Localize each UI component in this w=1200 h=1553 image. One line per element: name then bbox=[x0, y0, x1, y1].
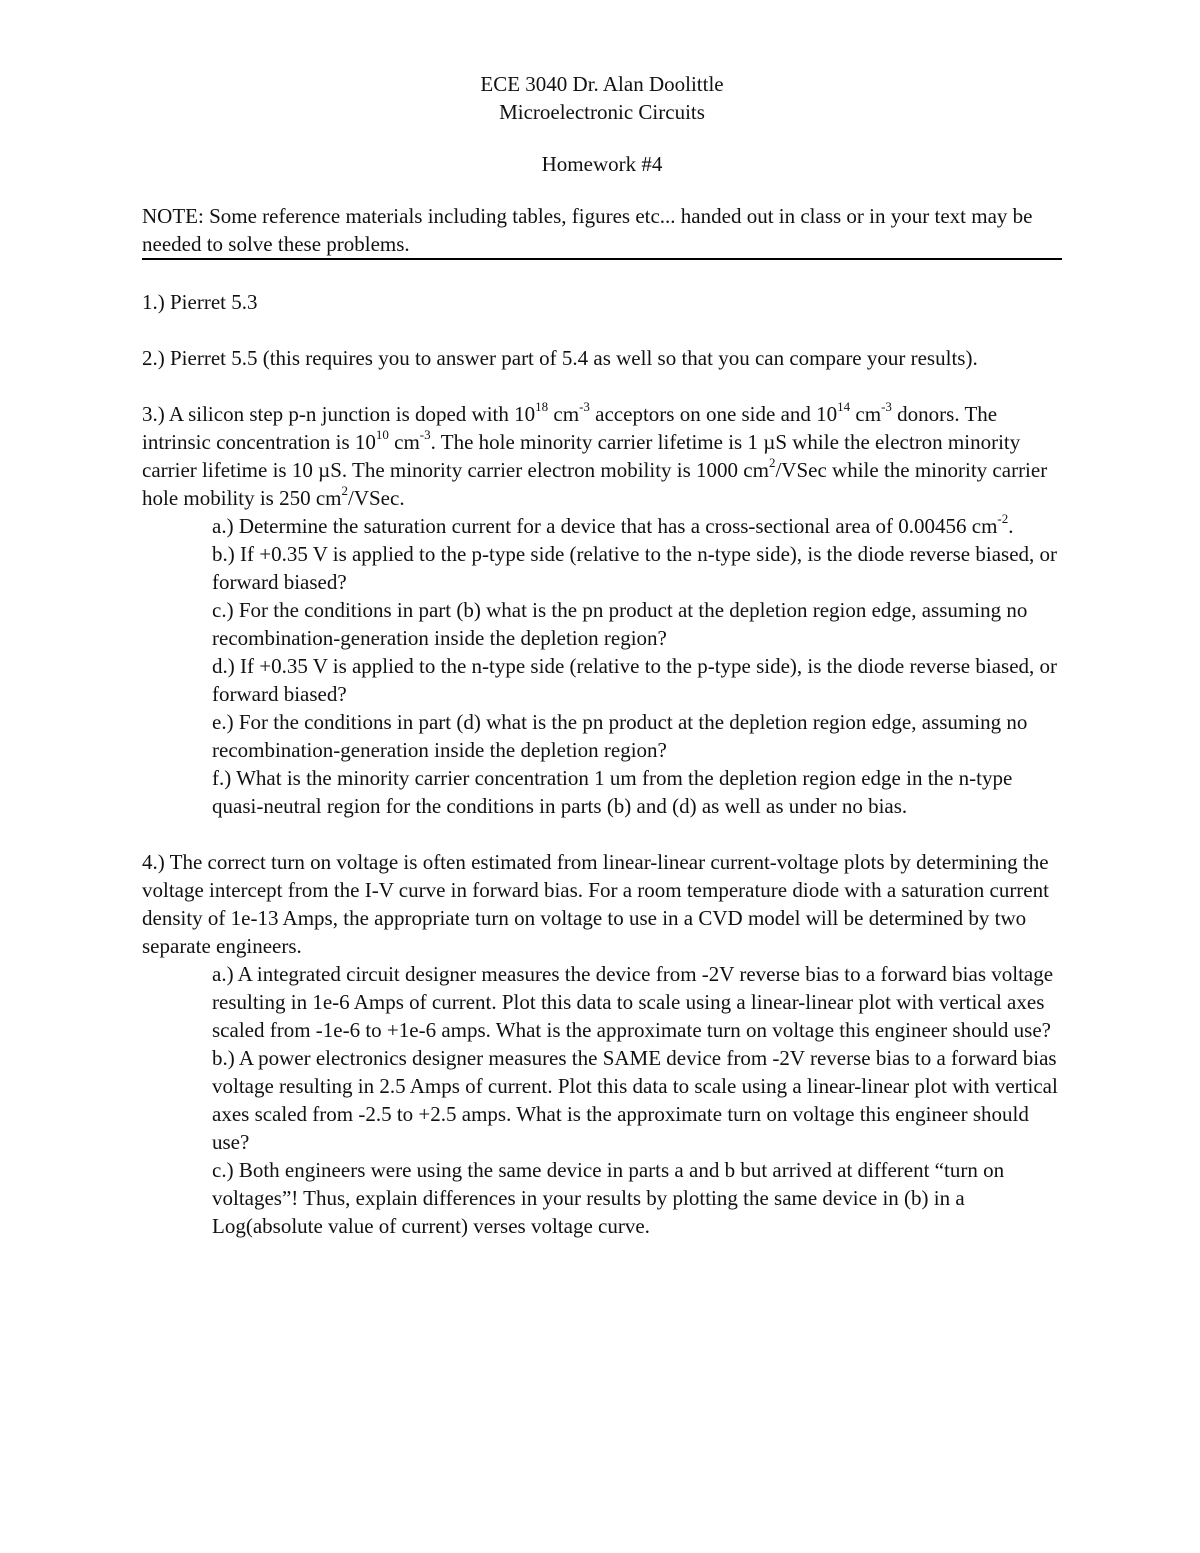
problem-3f: f.) What is the minority carrier concentration 1 um from the depletion region edge in the n-type quasi-neutral region for the conditions in parts (b) and (d) as well as under no bias. bbox=[212, 766, 1013, 818]
problem-4 bbox=[142, 848, 1062, 1240]
p3-text: cm bbox=[388, 430, 420, 454]
p3-text: /VSec while the minority carrier hole mobility is 250 cm bbox=[142, 458, 1048, 510]
problem-3-statement bbox=[142, 400, 1062, 512]
p3-text: acceptors on one side and 10 bbox=[589, 402, 838, 426]
problem-4c: c.) Both engineers were using the same device in parts a and b but arrived at different “turn on voltages”! Thus, explain differences in your results by plotting the same device in (b) in a Log(absolute value of current) verses voltage curve. bbox=[212, 1158, 1005, 1238]
p3-exponent: -3 bbox=[579, 399, 590, 414]
document-header bbox=[142, 70, 1062, 178]
p3-exponent: 14 bbox=[837, 399, 851, 414]
problem-3c: c.) For the conditions in part (b) what is the pn product at the depletion region edge, assuming no recombination-generation inside the depletion region? bbox=[212, 598, 1028, 650]
p3-text: cm bbox=[548, 402, 580, 426]
problem-4b: b.) A power electronics designer measures the SAME device from -2V reverse bias to a forward bias voltage resulting in 2.5 Amps of current. Plot this data to scale using a linear-linear plot with vertical axes scaled from -2.5 to +2.5 amps. What is the approximate turn on voltage this engineer should use? bbox=[212, 1046, 1058, 1154]
homework-title: Homework #4 bbox=[541, 152, 663, 176]
problem-3a bbox=[212, 512, 1062, 540]
p3-text: /VSec. bbox=[348, 486, 405, 510]
p3a-text: a.) Determine the saturation current for a device that has a cross-sectional area of 0.00456 cm bbox=[212, 514, 998, 538]
p3-text: cm bbox=[850, 402, 882, 426]
p3-text: . The hole minority carrier lifetime is 1 µS while the electron minority carrier lifetime is 10 µS. The minority carrier electron mobility is 1000 cm bbox=[142, 430, 1021, 482]
p3-exponent: -3 bbox=[419, 427, 431, 442]
p3-exponent: 2 bbox=[768, 455, 776, 470]
p3a-text: . bbox=[1008, 514, 1014, 538]
problem-3b: b.) If +0.35 V is applied to the p-type side (relative to the n-type side), is the diode reverse biased, or forward biased? bbox=[212, 542, 1058, 594]
problem-3 bbox=[142, 400, 1062, 820]
p3-exponent: -3 bbox=[881, 399, 892, 414]
problem-1: 1.) Pierret 5.3 bbox=[142, 290, 258, 314]
problem-2: 2.) Pierret 5.5 (this requires you to answer part of 5.4 as well so that you can compare your results). bbox=[142, 346, 978, 370]
p3-text: 3.) A silicon step p-n junction is doped with 10 bbox=[142, 402, 536, 426]
problem-3e: e.) For the conditions in part (d) what is the pn product at the depletion region edge, assuming no recombination-generation inside the depletion region? bbox=[212, 710, 1028, 762]
problem-3d: d.) If +0.35 V is applied to the n-type side (relative to the p-type side), is the diode reverse biased, or forward biased? bbox=[212, 654, 1058, 706]
p3-text: donors. The intrinsic concentration is 10 bbox=[142, 402, 998, 454]
document-page bbox=[142, 70, 1062, 1240]
course-title: Microelectronic Circuits bbox=[499, 100, 705, 124]
course-line: ECE 3040 Dr. Alan Doolittle bbox=[480, 72, 724, 96]
problem-4a: a.) A integrated circuit designer measures the device from -2V reverse bias to a forward bias voltage resulting in 1e-6 Amps of current. Plot this data to scale using a linear-linear plot with vertical axes scaled from -1e-6 to +1e-6 amps. What is the approximate turn on voltage this engineer should use? bbox=[212, 962, 1054, 1042]
p3-exponent: 10 bbox=[375, 427, 389, 442]
problem-4-statement: 4.) The correct turn on voltage is often estimated from linear-linear current-voltage plots by determining the voltage intercept from the I-V curve in forward bias. For a room temperature diode with a saturation current density of 1e-13 Amps, the appropriate turn on voltage to use in a CVD model will be determined by two separate engineers. bbox=[142, 850, 1049, 958]
p3a-exponent: -2 bbox=[997, 511, 1009, 526]
p3-exponent: 2 bbox=[341, 483, 348, 498]
p3-exponent: 18 bbox=[535, 399, 549, 414]
note-paragraph: NOTE: Some reference materials including tables, figures etc... handed out in class or in your text may be needed to solve these problems. bbox=[142, 202, 1062, 260]
